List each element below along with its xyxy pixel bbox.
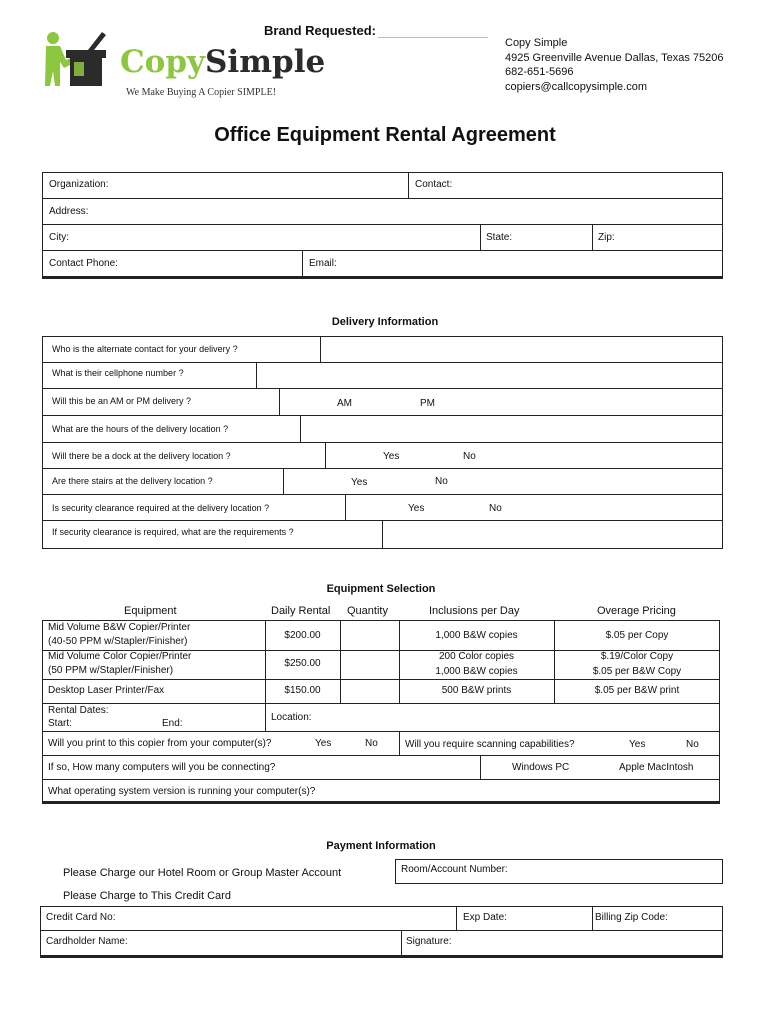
equipment-price: $200.00 xyxy=(284,630,321,641)
pm-option[interactable]: PM xyxy=(420,398,435,409)
email-field[interactable]: Email: xyxy=(309,258,337,269)
end-date-field[interactable]: End: xyxy=(162,718,183,729)
equipment-price: $250.00 xyxy=(284,658,321,669)
state-field[interactable]: State: xyxy=(486,232,513,243)
equipment-name: Mid Volume Color Copier/Printer xyxy=(48,651,192,662)
billing-zip-field[interactable]: Billing Zip Code: xyxy=(595,912,668,923)
quantity-input[interactable] xyxy=(342,652,397,678)
q-alternate-contact: Who is the alternate contact for your delivery ? xyxy=(52,344,238,354)
scan-no-option[interactable]: No xyxy=(686,739,699,750)
security-no-option[interactable]: No xyxy=(489,503,502,514)
equipment-overage: $.05 per Copy xyxy=(605,630,669,641)
equipment-heading: Equipment Selection xyxy=(326,583,436,595)
mac-option[interactable]: Apple MacIntosh xyxy=(619,762,694,773)
equipment-price: $150.00 xyxy=(284,685,321,696)
logo-tagline: We Make Buying A Copier SIMPLE! xyxy=(126,87,277,98)
stairs-no-option[interactable]: No xyxy=(435,476,448,487)
equipment-name: Mid Volume B&W Copier/Printer xyxy=(48,622,191,633)
print-no-option[interactable]: No xyxy=(365,738,378,749)
equipment-inclusion: 1,000 B&W copies xyxy=(435,630,518,641)
scan-yes-option[interactable]: Yes xyxy=(629,739,646,750)
address-field[interactable]: Address: xyxy=(49,206,89,217)
brand-requested-field[interactable] xyxy=(378,37,488,38)
customer-info-box xyxy=(42,172,723,279)
col-overage: Overage Pricing xyxy=(597,605,676,617)
hours-input[interactable] xyxy=(302,417,722,441)
print-yes-option[interactable]: Yes xyxy=(315,738,332,749)
cellphone-input[interactable] xyxy=(258,364,722,387)
rental-dates-label: Rental Dates: xyxy=(48,705,109,716)
q-dock: Will there be a dock at the delivery location ? xyxy=(52,451,231,461)
company-name: Copy Simple xyxy=(505,37,568,49)
hotel-room-option[interactable]: Please Charge our Hotel Room or Group Master Account xyxy=(63,867,342,879)
credit-card-option[interactable]: Please Charge to This Credit Card xyxy=(63,890,231,902)
start-date-field[interactable]: Start: xyxy=(48,718,72,729)
col-inclusions: Inclusions per Day xyxy=(429,605,520,617)
col-daily-rental: Daily Rental xyxy=(271,605,331,617)
equipment-inclusion: 500 B&W prints xyxy=(441,685,512,696)
company-phone: 682-651-5696 xyxy=(505,66,574,78)
city-field[interactable]: City: xyxy=(49,232,69,243)
logo-wordmark xyxy=(120,44,325,80)
brand-requested-label: Brand Requested: xyxy=(264,23,376,38)
q-how-many-computers: If so, How many computers will you be connecting? xyxy=(48,762,276,773)
equipment-spec: (40-50 PPM w/Stapler/Finisher) xyxy=(48,636,188,647)
quantity-input[interactable] xyxy=(342,681,397,701)
logo-word-copy: Copy xyxy=(120,44,206,80)
signature-field[interactable]: Signature: xyxy=(406,936,452,947)
equipment-inclusion: 200 Color copies xyxy=(438,651,515,662)
equipment-spec: (50 PPM w/Stapler/Finisher) xyxy=(48,665,174,676)
equipment-overage: $.05 per B&W print xyxy=(594,685,680,696)
q-print-from-computer: Will you print to this copier from your computer(s)? xyxy=(48,738,272,749)
zip-field[interactable]: Zip: xyxy=(598,232,615,243)
requirements-input[interactable] xyxy=(384,522,722,548)
room-account-number-label: Room/Account Number: xyxy=(401,864,508,875)
credit-card-number-field[interactable]: Credit Card No: xyxy=(46,912,116,923)
col-equipment: Equipment xyxy=(124,605,177,617)
equipment-overage: $.19/Color Copy xyxy=(600,651,674,662)
q-security: Is security clearance required at the delivery location ? xyxy=(52,503,270,513)
q-hours: What are the hours of the delivery location ? xyxy=(52,424,229,434)
alternate-contact-input[interactable] xyxy=(322,338,722,361)
dock-no-option[interactable]: No xyxy=(463,451,476,462)
cardholder-name-field[interactable]: Cardholder Name: xyxy=(46,936,128,947)
windows-option[interactable]: Windows PC xyxy=(512,762,570,773)
contact-field[interactable]: Contact: xyxy=(415,179,453,190)
dock-yes-option[interactable]: Yes xyxy=(383,451,400,462)
payment-heading: Payment Information xyxy=(326,840,436,852)
am-option[interactable]: AM xyxy=(337,398,352,409)
page-title: Office Equipment Rental Agreement xyxy=(214,124,556,146)
security-yes-option[interactable]: Yes xyxy=(408,503,425,514)
q-stairs: Are there stairs at the delivery location ? xyxy=(52,476,213,486)
q-requirements: If security clearance is required, what are the requirements ? xyxy=(52,527,294,537)
equipment-overage: $.05 per B&W Copy xyxy=(592,666,682,677)
q-cellphone: What is their cellphone number ? xyxy=(52,368,184,378)
delivery-heading: Delivery Information xyxy=(331,316,439,328)
organization-field[interactable]: Organization: xyxy=(49,179,109,190)
stairs-yes-option[interactable]: Yes xyxy=(351,477,368,488)
equipment-name: Desktop Laser Printer/Fax xyxy=(48,685,165,696)
logo-word-simple: Simple xyxy=(205,44,326,80)
location-field[interactable]: Location: xyxy=(271,712,312,723)
q-am-pm: Will this be an AM or PM delivery ? xyxy=(52,396,192,406)
q-os-version: What operating system version is running your computer(s)? xyxy=(48,786,316,797)
exp-date-field[interactable]: Exp Date: xyxy=(463,912,507,923)
contact-phone-field[interactable]: Contact Phone: xyxy=(49,258,118,269)
col-quantity: Quantity xyxy=(347,605,388,617)
quantity-input[interactable] xyxy=(342,622,397,648)
copier-person-icon xyxy=(40,26,120,96)
equipment-inclusion: 1,000 B&W copies xyxy=(435,666,518,677)
q-scanning: Will you require scanning capabilities? xyxy=(405,739,575,750)
company-email[interactable]: copiers@callcopysimple.com xyxy=(505,81,647,93)
company-address: 4925 Greenville Avenue Dallas, Texas 75206 xyxy=(505,52,724,64)
